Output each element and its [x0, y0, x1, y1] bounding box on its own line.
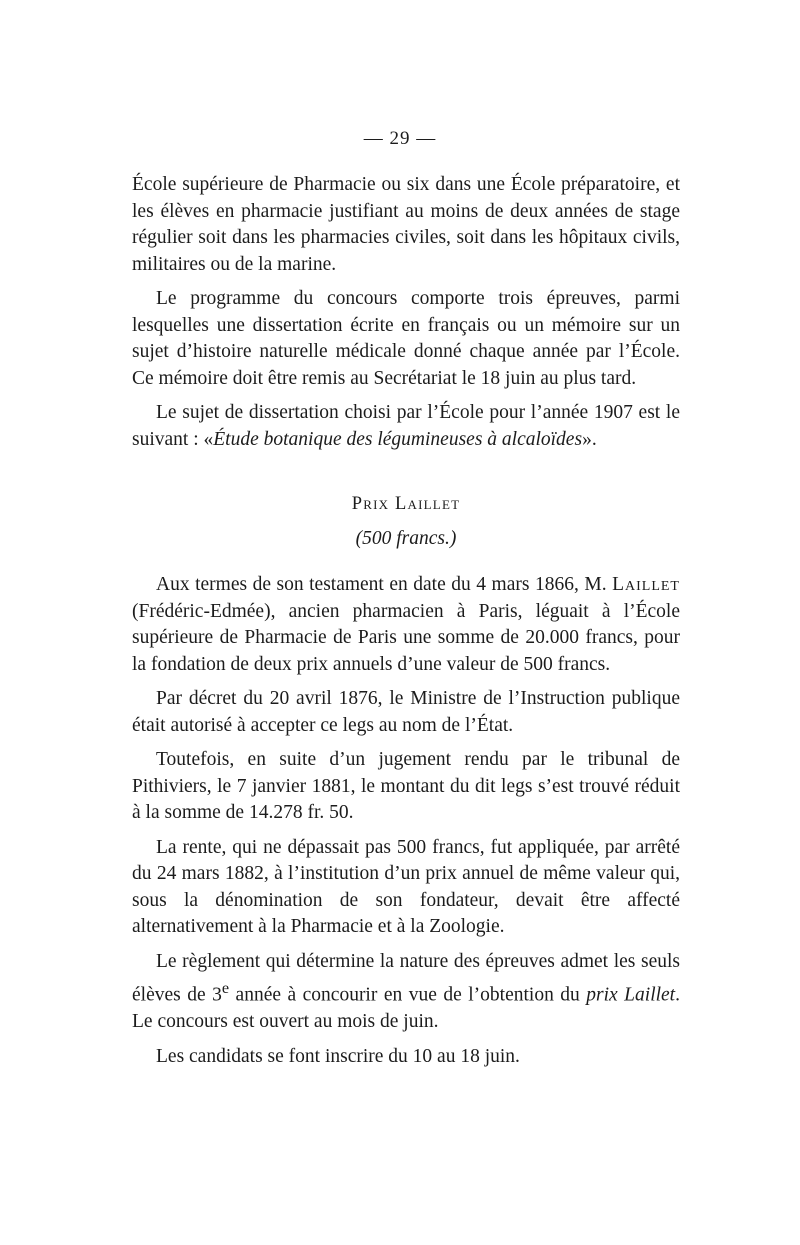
paragraph-8-end: . Le concours est ouvert au mois de juin.: [132, 984, 680, 1032]
page-number: — 29 —: [363, 128, 437, 149]
paragraph-9: Les candidats se font inscrire du 10 au 18 juin.: [156, 1045, 520, 1067]
paragraph-8-mid: année à concourir en vue de l’obtention du: [229, 984, 587, 1006]
paragraph-3: [132, 400, 680, 453]
prize-name-italic: prix Laillet: [586, 984, 676, 1006]
page-body: [132, 172, 680, 1070]
paragraph-5: Par décret du 20 avril 1876, le Ministre de l’Instruction publique était autorisé à accepter ce legs au nom de l’État.: [132, 688, 680, 736]
paragraph-6: Toutefois, en suite d’un jugement rendu par le tribunal de Pithiviers, le 7 janvier 1881, le montant du dit legs s’est trouvé réduit à la somme de 14.278 fr. 50.: [132, 749, 680, 823]
paragraph-1: École supérieure de Pharmacie ou six dans une École préparatoire, et les élèves en pharmacie justifiant au moins de deux années de stage régulier soit dans les pharmacies civiles, soit dans les hôpitaux civils, militaires ou de la marine.: [132, 174, 680, 275]
paragraph-7: La rente, qui ne dépassait pas 500 francs, fut appliquée, par arrêté du 24 mars 1882, à l’institution d’un prix annuel de même valeur qui, sous la dénomination de son fondateur, devait être affecté alternativement à la Pharmacie et à la Zoologie.: [132, 836, 680, 937]
paragraph-8-start: Le règlement qui détermine la nature des épreuves admet les seuls élèves de 3: [132, 950, 680, 1006]
dissertation-subject: Étude botanique des légumineuses à alcaloïdes: [213, 428, 583, 450]
prize-amount: (500 francs.): [355, 527, 457, 549]
paragraph-3-end: ».: [582, 428, 597, 450]
paragraph-4: [132, 572, 680, 678]
prize-heading: Prix Laillet: [351, 494, 461, 514]
paragraph-4-end: (Frédéric-Edmée), ancien pharmacien à Paris, léguait à l’École supérieure de Pharmacie de Paris une somme de 20.000 francs, pour la fondation de deux prix annuels d’une valeur de 500 francs.: [132, 600, 680, 675]
paragraph-3-start: Le sujet de dissertation choisi par l’École pour l’année 1907 est le suivant : «: [132, 402, 680, 450]
ordinal-superscript: e: [221, 979, 230, 997]
founder-name: Laillet: [612, 574, 680, 595]
paragraph-8: [132, 949, 680, 1036]
paragraph-4-start: Aux termes de son testament en date du 4 mars 1866, M.: [156, 574, 613, 595]
paragraph-2: Le programme du concours comporte trois épreuves, parmi lesquelles une dissertation écrite en français ou un mémoire sur un sujet d’histoire naturelle médicale donné chaque année par l’École. Ce mémoire doit être remis au Secrétariat le 18 juin au plus tard.: [132, 288, 680, 389]
